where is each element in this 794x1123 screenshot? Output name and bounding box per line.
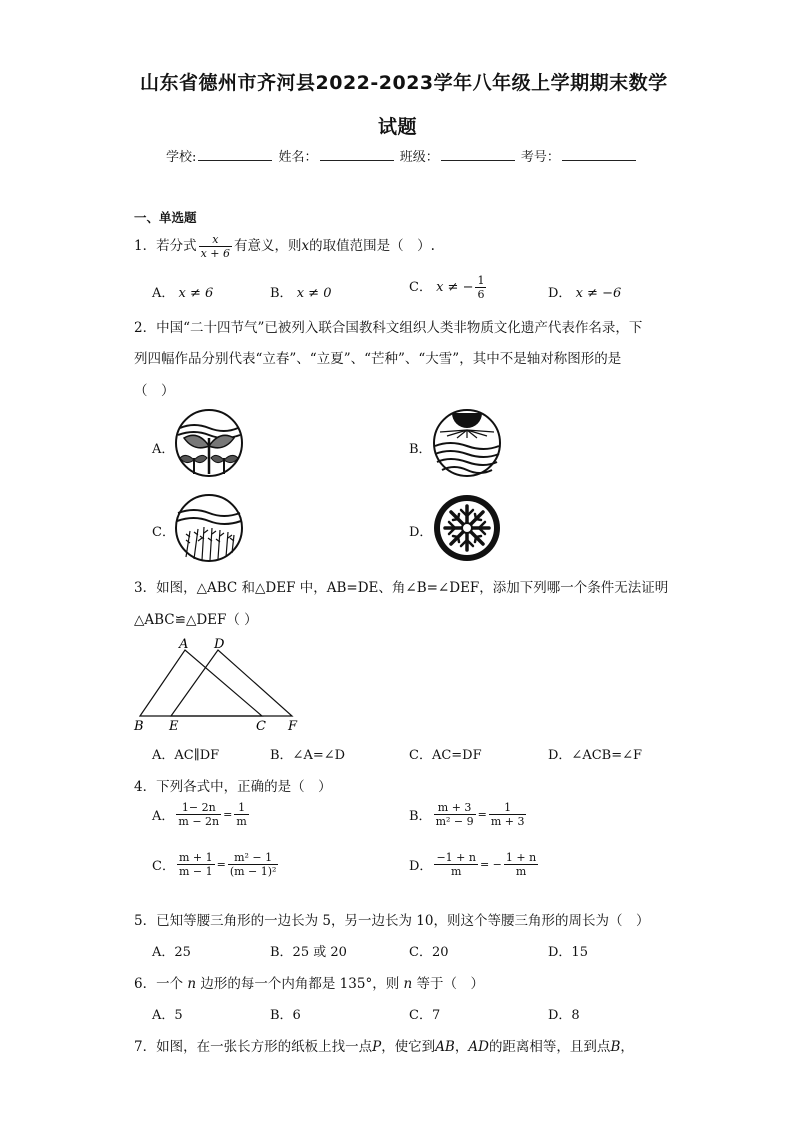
q4-b-n2: 1 <box>489 801 527 815</box>
q1-b-value: x ≠ 0 <box>296 286 332 301</box>
question-5-stem: 5．已知等腰三角形的一边长为 5，另一边长为 10，则这个等腰三角形的周长为（ ） <box>134 913 650 929</box>
question-3-line2: △ABC≌△DEF（ ） <box>134 612 258 628</box>
school-label: 学校: <box>166 150 197 165</box>
q4-b-d2: m + 3 <box>490 815 525 828</box>
q1-option-d[interactable] <box>548 282 621 301</box>
q6-option-a[interactable]: A．5 <box>152 1008 183 1023</box>
q1-prefix: 1．若分式 <box>134 238 197 254</box>
q6-var-n2: n <box>403 976 413 992</box>
q5-option-b[interactable]: B．25 或 20 <box>270 945 347 960</box>
label-D: D <box>214 637 225 652</box>
student-info-row <box>166 146 638 165</box>
q1-frac-num: x <box>199 233 232 247</box>
q7-point-p: P <box>372 1039 382 1055</box>
q4-b-label: B． <box>409 809 432 824</box>
number-blank <box>562 148 636 161</box>
q1-option-c[interactable] <box>409 274 488 301</box>
number-label: 考号： <box>520 150 560 165</box>
q4-d-frac2 <box>504 851 538 878</box>
q4-c-d1: m − 1 <box>178 865 213 878</box>
q4-b-frac2 <box>489 801 527 828</box>
q4-b-n1: m + 3 <box>434 801 476 815</box>
q3-option-a[interactable]: A．AC∥DF <box>152 748 220 763</box>
q1-c-label: C． <box>409 280 432 295</box>
q5-option-c[interactable]: C．20 <box>409 945 449 960</box>
q5-option-a[interactable]: A．25 <box>152 945 191 960</box>
q7-ab: AB <box>435 1039 455 1055</box>
q4-a-label: A． <box>152 809 175 824</box>
q4-a-d2: m <box>236 815 247 828</box>
q2-b-label[interactable]: B． <box>409 442 432 457</box>
q4-c-n1: m + 1 <box>178 851 213 864</box>
q4-option-d[interactable] <box>409 851 540 878</box>
q4-d-label: D． <box>409 859 433 874</box>
q1-b-label: B． <box>270 286 293 301</box>
q6-option-d[interactable]: D．8 <box>548 1008 580 1023</box>
q4-a-n2: 1 <box>234 801 248 815</box>
school-blank <box>198 148 272 161</box>
class-label: 班级： <box>399 150 439 165</box>
daxue-image <box>432 493 502 563</box>
label-B: B <box>134 719 144 734</box>
q5-option-d[interactable]: D．15 <box>548 945 588 960</box>
q1-d-label: D． <box>548 286 572 301</box>
q4-c-d2: (m − 1)² <box>229 865 277 878</box>
q6-option-b[interactable]: B．6 <box>270 1008 301 1023</box>
question-3-line1: 3．如图，△ABC 和△DEF 中，AB=DE、角∠B=∠DEF，添加下列哪一个条件无法证明 <box>134 580 669 596</box>
q3-option-d[interactable]: D．∠ACB=∠F <box>548 748 643 763</box>
q4-option-c[interactable] <box>152 851 280 878</box>
name-label: 姓名： <box>278 150 318 165</box>
q4-d-eq: = − <box>479 858 502 871</box>
q6-var-n1: n <box>187 976 197 992</box>
q4-c-frac2 <box>228 851 279 878</box>
q4-b-d1: m² − 9 <box>435 815 474 828</box>
q1-var: x <box>301 238 310 254</box>
q3-option-b[interactable]: B．∠A=∠D <box>270 748 346 763</box>
q1-a-label: A． <box>152 286 175 301</box>
q4-a-frac2 <box>234 801 248 828</box>
q4-a-n1: 1− 2n <box>176 801 221 815</box>
q1-suffix-b: 的取值范围是（ ）. <box>309 238 435 254</box>
page-title-line2: 试题 <box>378 116 418 138</box>
q2-c-label[interactable]: C． <box>152 525 175 540</box>
label-C: C <box>256 719 266 734</box>
question-2-line2: 列四幅作品分别代表“立春”、“立夏”、“芒种”、“大雪”，其中不是轴对称图形的是 <box>134 351 622 367</box>
q6-stem-a: 6．一个 <box>134 976 184 992</box>
q7-stem-c: 的距离相等，且到点 <box>488 1039 611 1055</box>
q4-b-eq: = <box>477 808 487 821</box>
question-1-stem <box>134 231 435 261</box>
label-E: E <box>169 719 179 734</box>
q6-stem-c: 等于（ ） <box>416 976 484 992</box>
question-6-stem <box>134 972 484 992</box>
q4-d-d2: m <box>515 865 527 878</box>
lixia-image <box>432 408 502 478</box>
label-F: F <box>288 719 298 734</box>
q1-suffix-a: 有意义，则 <box>234 238 302 254</box>
question-7-stem <box>134 1035 634 1055</box>
q4-option-b[interactable] <box>409 801 528 828</box>
class-blank <box>441 148 515 161</box>
q7-sep: ， <box>454 1039 469 1055</box>
q4-c-label: C． <box>152 859 175 874</box>
q7-stem-d: ， <box>620 1039 634 1055</box>
q7-stem-b: ，使它到 <box>381 1039 436 1055</box>
q4-c-eq: = <box>216 858 226 871</box>
q4-d-d1: m <box>450 865 462 878</box>
q7-point-b: B <box>610 1039 621 1055</box>
triangle-abc <box>140 650 262 716</box>
q4-b-frac1 <box>434 801 476 828</box>
q1-d-value: x ≠ −6 <box>575 286 622 301</box>
q2-d-label[interactable]: D． <box>409 525 433 540</box>
q1-fraction <box>199 233 232 260</box>
q4-a-frac1 <box>176 801 221 828</box>
q4-c-frac1 <box>177 851 215 878</box>
q1-c-fraction <box>475 274 486 301</box>
q2-a-label[interactable]: A． <box>152 442 175 457</box>
q1-option-b[interactable] <box>270 282 331 301</box>
q4-option-a[interactable] <box>152 801 251 828</box>
q4-d-frac1 <box>434 851 478 878</box>
question-2-line3: （ ） <box>134 383 175 399</box>
question-4-stem: 4．下列各式中，正确的是（ ） <box>134 779 332 795</box>
mangzhong-image <box>174 493 244 563</box>
q1-option-a[interactable] <box>152 282 213 301</box>
q6-option-c[interactable]: C．7 <box>409 1008 441 1023</box>
q1-c-den: 6 <box>477 288 485 301</box>
q3-option-c[interactable]: C．AC=DF <box>409 748 482 763</box>
q1-frac-den: x + 6 <box>200 247 231 260</box>
label-A: A <box>179 637 189 652</box>
q1-a-value: x ≠ 6 <box>178 286 214 301</box>
q4-a-eq: = <box>223 808 233 821</box>
section-title: 一、单选题 <box>134 210 197 225</box>
q4-a-d1: m − 2n <box>178 815 220 828</box>
q6-stem-b: 边形的每一个内角都是 135°，则 <box>200 976 400 992</box>
q7-ad: AD <box>468 1039 489 1055</box>
page-title-line1: 山东省德州市齐河县2022-2023学年八年级上学期期末数学 <box>140 72 668 94</box>
q1-c-value: x ≠ − <box>436 280 474 295</box>
q4-d-n2: 1 + n <box>505 851 537 864</box>
q7-stem-a: 7．如图，在一张长方形的纸板上找一点 <box>134 1039 373 1055</box>
question-2-line1: 2．中国“二十四节气”已被列入联合国教科文组织人类非物质文化遗产代表作名录，下 <box>134 320 643 336</box>
name-blank <box>320 148 394 161</box>
triangle-figure <box>130 634 310 736</box>
triangle-def <box>171 650 292 716</box>
q4-c-n2: m² − 1 <box>228 851 279 865</box>
q4-d-n1: −1 + n <box>436 851 476 864</box>
q1-c-num: 1 <box>477 274 485 287</box>
lichun-image <box>174 408 244 478</box>
